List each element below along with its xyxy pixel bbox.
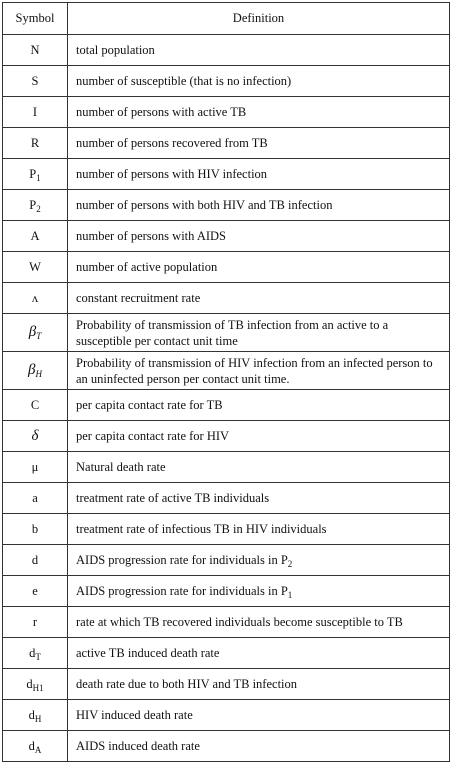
symbol-text: d xyxy=(28,707,35,722)
definition-cell xyxy=(68,314,450,352)
table-row xyxy=(3,221,450,252)
symbol-text: A xyxy=(30,228,40,243)
table-row xyxy=(3,545,450,576)
symbol-cell xyxy=(3,128,68,159)
symbol-cell xyxy=(3,314,68,352)
symbol-cell xyxy=(3,545,68,576)
header-row xyxy=(3,3,450,35)
definition-cell xyxy=(68,221,450,252)
table-row xyxy=(3,252,450,283)
table-row xyxy=(3,190,450,221)
symbol-text: e xyxy=(32,583,38,598)
symbol-text: C xyxy=(30,397,40,412)
symbol-text: I xyxy=(32,104,38,119)
definition-text: AIDS progression rate for individuals in P xyxy=(76,584,288,598)
table-row xyxy=(3,483,450,514)
definition-cell xyxy=(68,283,450,314)
definition-text: death rate due to both HIV and TB infection xyxy=(76,677,298,691)
symbol-cell xyxy=(3,97,68,128)
definition-cell xyxy=(68,390,450,421)
symbol-text: δ xyxy=(31,427,39,444)
symbol-text: r xyxy=(32,614,38,629)
table-row xyxy=(3,607,450,638)
symbol-subscript: A xyxy=(34,744,42,755)
symbol-cell xyxy=(3,607,68,638)
symbol-text: N xyxy=(30,42,40,57)
definition-text: number of persons with HIV infection xyxy=(76,167,268,181)
definition-text: AIDS progression rate for individuals in P xyxy=(76,553,288,567)
definition-subscript: 2 xyxy=(287,559,293,569)
definition-cell xyxy=(68,421,450,452)
definition-text: number of persons with both HIV and TB infection xyxy=(76,198,333,212)
definition-text: treatment rate of infectious TB in HIV individuals xyxy=(76,522,327,536)
table-row xyxy=(3,576,450,607)
definition-text: active TB induced death rate xyxy=(76,646,220,660)
definition-cell xyxy=(68,66,450,97)
symbol-text: d xyxy=(28,738,35,753)
symbol-cell xyxy=(3,252,68,283)
definition-text: number of persons with active TB xyxy=(76,105,247,119)
definition-text: number of susceptible (that is no infection) xyxy=(76,74,292,88)
definition-header: Definition xyxy=(68,3,450,35)
symbol-text: S xyxy=(31,73,39,88)
definition-text: per capita contact rate for HIV xyxy=(76,429,230,443)
definition-cell xyxy=(68,700,450,731)
definition-text: total population xyxy=(76,43,155,57)
definition-text: Probability of transmission of HIV infection from an infected person to an uninfected person per contact unit time. xyxy=(76,355,433,386)
definition-cell xyxy=(68,576,450,607)
symbol-cell xyxy=(3,514,68,545)
table-row xyxy=(3,159,450,190)
symbol-text: a xyxy=(32,490,38,505)
definition-cell xyxy=(68,638,450,669)
definition-cell xyxy=(68,35,450,66)
symbol-cell xyxy=(3,576,68,607)
table-row xyxy=(3,731,450,762)
symbol-subscript: T xyxy=(35,651,41,662)
definition-text: number of persons recovered from TB xyxy=(76,136,268,150)
symbol-text: d xyxy=(31,552,39,567)
table-row xyxy=(3,669,450,700)
definition-cell xyxy=(68,128,450,159)
symbol-cell xyxy=(3,638,68,669)
symbol-cell xyxy=(3,452,68,483)
symbol-text: μ xyxy=(31,459,39,474)
table-row xyxy=(3,352,450,390)
definition-text: number of active population xyxy=(76,260,218,274)
table-row xyxy=(3,700,450,731)
table-row xyxy=(3,314,450,352)
table-row xyxy=(3,283,450,314)
symbol-cell xyxy=(3,421,68,452)
definition-text: Natural death rate xyxy=(76,460,166,474)
symbol-text: β xyxy=(28,324,37,340)
symbol-cell xyxy=(3,352,68,390)
definition-cell xyxy=(68,731,450,762)
definition-cell xyxy=(68,514,450,545)
definition-cell xyxy=(68,97,450,128)
definition-text: rate at which TB recovered individuals become susceptible to TB xyxy=(76,615,403,629)
symbol-subscript: T xyxy=(36,331,42,341)
symbol-text: W xyxy=(29,259,41,274)
definition-cell xyxy=(68,545,450,576)
symbol-cell xyxy=(3,700,68,731)
definition-text: per capita contact rate for TB xyxy=(76,398,223,412)
table-row xyxy=(3,97,450,128)
symbol-subscript: H1 xyxy=(32,682,44,693)
definition-text: treatment rate of active TB individuals xyxy=(76,491,270,505)
symbol-cell xyxy=(3,35,68,66)
definition-cell xyxy=(68,252,450,283)
definition-cell xyxy=(68,159,450,190)
symbol-cell xyxy=(3,66,68,97)
table-row xyxy=(3,638,450,669)
symbol-text: P xyxy=(29,166,37,181)
symbol-subscript: 1 xyxy=(36,172,41,183)
table-row xyxy=(3,421,450,452)
table-row xyxy=(3,514,450,545)
definition-subscript: 1 xyxy=(287,590,293,600)
symbol-definition-table xyxy=(2,2,450,762)
symbol-text: d xyxy=(26,676,33,691)
symbol-text: β xyxy=(28,362,36,378)
symbol-text: ʌ xyxy=(31,290,39,305)
definition-cell xyxy=(68,190,450,221)
symbol-subscript: 2 xyxy=(36,203,41,214)
table-row xyxy=(3,66,450,97)
symbol-header: Symbol xyxy=(3,3,68,35)
symbol-text: R xyxy=(30,135,40,150)
definition-text: Probability of transmission of TB infection from an active to a susceptible per contact unit time xyxy=(76,317,389,348)
definition-cell xyxy=(68,607,450,638)
table-row xyxy=(3,452,450,483)
table-row xyxy=(3,390,450,421)
symbol-subscript: H xyxy=(34,713,42,724)
definition-cell xyxy=(68,483,450,514)
symbol-cell xyxy=(3,669,68,700)
symbol-cell xyxy=(3,221,68,252)
symbol-text: P xyxy=(29,197,37,212)
definition-cell xyxy=(68,352,450,390)
symbol-subscript: H xyxy=(35,369,42,379)
symbol-cell xyxy=(3,483,68,514)
symbol-cell xyxy=(3,190,68,221)
symbol-text: d xyxy=(29,645,36,660)
table-row xyxy=(3,128,450,159)
symbol-text: b xyxy=(31,521,39,536)
symbol-cell xyxy=(3,283,68,314)
table-row xyxy=(3,35,450,66)
definition-cell xyxy=(68,452,450,483)
definition-text: AIDS induced death rate xyxy=(76,739,200,753)
definition-text: constant recruitment rate xyxy=(76,291,201,305)
symbol-cell xyxy=(3,390,68,421)
symbol-cell xyxy=(3,159,68,190)
definition-text: number of persons with AIDS xyxy=(76,229,226,243)
table-body xyxy=(3,35,450,762)
definition-text: HIV induced death rate xyxy=(76,708,193,722)
symbol-cell xyxy=(3,731,68,762)
definition-cell xyxy=(68,669,450,700)
